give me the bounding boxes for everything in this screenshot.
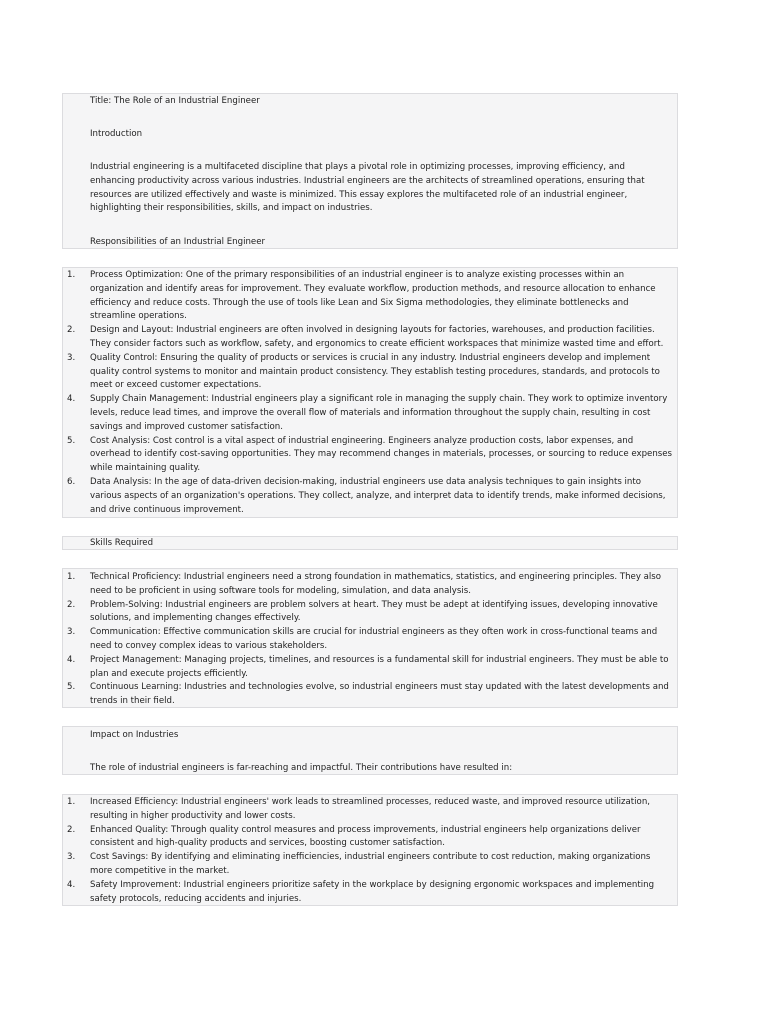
list-item-text: Cost Savings: By identifying and eliminating inefficiencies, industrial engineers contribute to cost reduction, making organizations more competitive in the market. [90, 852, 651, 876]
skills-heading: Skills Required [90, 538, 154, 548]
list-item-text: Increased Efficiency: Industrial engineers' work leads to streamlined processes, reduced waste, and improved resource utilization, resulting in higher productivity and lower costs. [90, 797, 650, 821]
list-number: 1. [67, 270, 76, 280]
list-item-text: Data Analysis: In the age of data-driven decision-making, industrial engineers use data analysis techniques to gain insights into various aspects of an organization's operations. They collect, analyze, and interpret data to identify trends, make informed decisions, and drive continuous improvement. [90, 476, 666, 515]
list-item [62, 879, 678, 907]
impact-intro: The role of industrial engineers is far-reaching and impactful. Their contributions have resulted in: [90, 763, 513, 773]
list-item-text: Supply Chain Management: Industrial engineers play a significant role in managing the supply chain. They work to optimize inventory levels, reduce lead times, and improve the overall flow of materials and information throughout the supply chain, resulting in cost savings and improved customer satisfaction. [90, 394, 668, 432]
list-item [62, 599, 678, 627]
skills-list [62, 571, 678, 709]
list-number: 4. [67, 394, 76, 405]
list-number: 2. [67, 599, 76, 610]
list-item-text: Continuous Learning: Industries and technologies evolve, so industrial engineers must stay updated with the latest developments and trends in their field. [90, 682, 669, 707]
list-number: 3. [67, 352, 76, 363]
list-number: 2. [67, 824, 76, 835]
impact-heading: Impact on Industries [90, 730, 179, 740]
list-number: 5. [67, 682, 76, 693]
list-number: 1. [67, 572, 76, 582]
list-item-text: Process Optimization: One of the primary responsibilities of an industrial engineer is to analyze existing processes within an organization and identify areas for improvement. They evaluate workflow, production methods, and resource allocation to enhance efficiency and reduce costs. Through the use of tools like Lean and Six Sigma methodologies, they eliminate bottlenecks and streamline operations. [90, 270, 656, 322]
list-item [62, 476, 678, 517]
impacts-list [62, 796, 678, 906]
list-item [62, 269, 678, 324]
responsibilities-list [62, 269, 678, 517]
introduction-paragraph: Industrial engineering is a multifaceted discipline that plays a pivotal role in optimizing processes, improving efficiency, and enhancing productivity across various industries. Industrial engineers are the architects of streamlined operations, ensuring that resources are utilized effectively and waste is minimized. This essay explores the multifaceted role of an industrial engineer, highlighting their responsibilities, skills, and impact on industries. [90, 162, 645, 214]
introduction-heading: Introduction [90, 129, 143, 139]
list-number: 4. [67, 654, 76, 665]
list-number: 5. [67, 435, 76, 446]
list-item [62, 796, 678, 824]
list-item-text: Project Management: Managing projects, timelines, and resources is a fundamental skill for industrial engineers. They must be able to plan and execute projects efficiently. [90, 654, 669, 679]
list-number: 1. [67, 797, 76, 807]
list-item [62, 824, 678, 852]
list-number: 3. [67, 852, 76, 863]
list-item-text: Enhanced Quality: Through quality control measures and process improvements, industrial engineers help organizations deliver consistent and high-quality products and services, boosting customer satisfaction. [90, 824, 641, 849]
list-item-text: Safety Improvement: Industrial engineers prioritize safety in the workplace by designing ergonomic workspaces and implementing safety protocols, reducing accidents and injuries. [90, 879, 655, 904]
list-item [62, 851, 678, 879]
list-item-text: Technical Proficiency: Industrial engineers need a strong foundation in mathematics, statistics, and engineering principles. They also need to be proficient in using software tools for modeling, simulation, and data analysis. [90, 572, 662, 596]
list-item [62, 654, 678, 682]
list-number: 3. [67, 627, 76, 638]
list-item [62, 681, 678, 709]
list-item-text: Quality Control: Ensuring the quality of products or services is crucial in any industry. Industrial engineers develop and implement quality control systems to monitor and maintain product consistency. They establish testing procedures, standards, and protocols to meet or exceed customer expectations. [90, 352, 660, 391]
list-item [62, 352, 678, 393]
list-number: 6. [67, 476, 76, 487]
list-item-text: Cost Analysis: Cost control is a vital aspect of industrial engineering. Engineers analyze production costs, labor expenses, and overhead to identify cost-saving opportunities. They may recommend changes in materials, processes, or sourcing to reduce expenses while maintaining quality. [90, 435, 673, 474]
list-item [62, 324, 678, 352]
list-number: 2. [67, 325, 76, 336]
list-item-text: Design and Layout: Industrial engineers are often involved in designing layouts for factories, warehouses, and production facilities. They consider factors such as workflow, safety, and ergonomics to create efficient workspaces that minimize wasted time and effort. [90, 325, 664, 349]
list-item [62, 435, 678, 476]
list-item [62, 393, 678, 434]
list-item [62, 626, 678, 654]
list-item-text: Communication: Effective communication skills are crucial for industrial engineers as they often work in cross-functional teams and need to convey complex ideas to various stakeholders. [90, 627, 658, 651]
list-item [62, 571, 678, 599]
list-item-text: Problem-Solving: Industrial engineers are problem solvers at heart. They must be adept at identifying issues, developing innovative solutions, and implementing changes effectively. [90, 599, 658, 624]
document-title: Title: The Role of an Industrial Engineer [90, 96, 260, 106]
responsibilities-heading: Responsibilities of an Industrial Engineer [90, 237, 266, 247]
list-number: 4. [67, 879, 76, 890]
